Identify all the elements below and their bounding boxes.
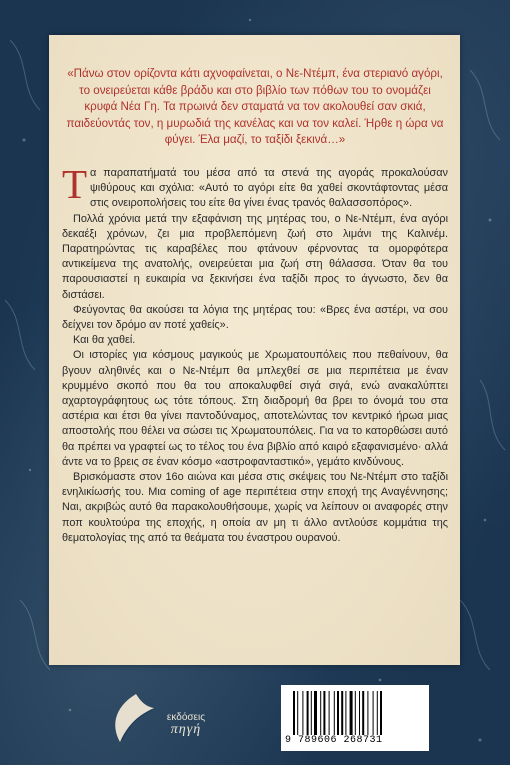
publisher-name [156,712,216,736]
paragraph-2: Πολλά χρόνια μετά την εξαφάνιση της μητέρας του, ο Νε-Ντέμπ, ένα αγόρι δεκαέξι χρόνων, ζει μια προβλεπόμενη ζωή στο λιμάνι της Καλινέμ. Παρατηρώντας τις καραβέλες που φτάνουν φέρνοντας τα ομορφότερα αντικείμενα της ανατολής, ονειρεύεται μια ζωή στη θάλασσα. Όταν θα του παρουσιαστεί η ευκαιρία να ξεκινήσει ένα ταξίδι προς το άγνωστο, δεν θα διστάσει. [62,212,448,301]
isbn-digits: 9 789606 268731 [285,735,383,746]
publisher-line2: πηγή [170,722,202,737]
paragraph-1 [62,161,448,212]
description-body [62,161,448,546]
paragraph-4: Και θα χαθεί. [73,334,136,347]
intro-quote: «Πάνω στον ορίζοντα κάτι αχνοφαίνεται, ο Νε-Ντέμπ, ένα στεριανό αγόρι, το ονειρεύεται κάθε βράδυ και στο βιβλίο των πόθων του το ονομάζει κρυφά Νέα Γη. Τα πρωινά δεν σταματά να τον ακολουθεί σαν σκιά, παιδεύοντάς τον, η μυρωδιά της κανέλας και να τον καλεί. Ήρθε η ώρα να φύγει. Έλα μαζί, το ταξίδι ξεκινά…» [66,67,444,146]
isbn-barcode [281,685,429,751]
paragraph-6: Βρισκόμαστε στον 16ο αιώνα και μέσα στις σκέψεις του Νε-Ντέμπ στο ταξίδι ενηλικίωσής του. Μια coming of age περιπέτεια στην εποχή της Αναγέννησης; Ναι, ακριβώς αυτό θα παρακολουθήσουμε, χωρίς να λείπουν οι αναφορές στην ποπ κουλτούρα της εποχής, η οποία αν μη τι άλλο αντλούσε κομμάτια της θεματολογίας της από τα θεάματα του έναστρου ουρανού. [62,471,448,544]
paragraph-3: Φεύγοντας θα ακούσει τα λόγια της μητέρας του: «Βρες ένα αστέρι, να σου δείχνει τον δρόμο αν ποτέ χαθείς». [62,303,448,332]
paragraph-1-text: α παραπατήματά του μέσα από τα στενά της αγοράς προκαλούσαν ψιθύρους και σχόλια: «Αυτό το αγόρι είτε θα χαθεί σκοντάφτοντας μέσα στις ονειροπολήσεις του είτε θα γίνει ένας τρανός θαλασσοπόρος». [90,167,448,210]
drop-cap: Τ [62,161,88,207]
barcode-bars [291,691,419,735]
publisher-line1: εκδόσεις [166,712,206,723]
paragraph-5: Οι ιστορίες για κόσμους μαγικούς με Χρωματουπόλεις που πεθαίνουν, θα βγουν αληθινές και ο Νε-Ντέμπ θα μπλεχθεί σε μια περιπέτεια με έναν κρυμμένο σκοπό που θα του αποκαλυφθεί σιγά σιγά, ενώ ανακαλύπτει αχαρτογράφητους ως τότε τόπους. Στη διαδρομή θα βρει το όνομά του στα αστέρια και έτσι θα γίνει παντοδύναμος, αποτελώντας τον κεντρικό ήρωα μιας αποστολής που θέλει να σώσει τις Χρωματουπόλεις. Για να το κατορθώσει αυτό θα πρέπει να γραφτεί ως το τέλος του ένα βιβλίο από καιρό εξαφανισμένο· αλλά άντε να το βρεις σε έναν κόσμο «αστροφανταστικό», γεμάτο κινδύνους. [62,349,448,468]
